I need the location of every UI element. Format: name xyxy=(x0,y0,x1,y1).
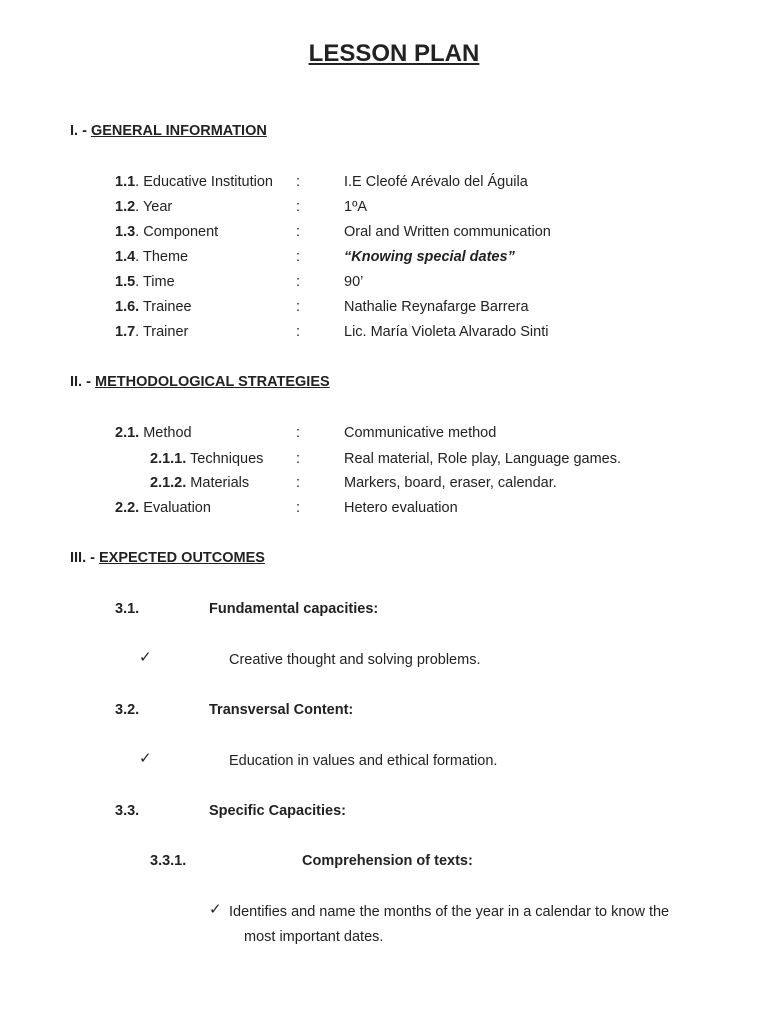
subsection-number: 3.2. xyxy=(115,702,140,718)
row-method xyxy=(115,424,192,442)
section-heading-expected-outcomes xyxy=(70,549,265,567)
row-time xyxy=(115,273,175,291)
row-colon: : xyxy=(296,500,301,516)
section-heading-methodological-strategies xyxy=(70,373,330,391)
row-materials xyxy=(150,474,249,492)
section-prefix: II. - xyxy=(70,374,95,390)
row-number: 1.2 xyxy=(115,199,136,215)
section-title: GENERAL INFORMATION xyxy=(90,123,267,139)
row-colon: : xyxy=(296,274,301,290)
row-colon: : xyxy=(296,224,301,240)
list-item: Education in values and ethical formation. xyxy=(229,753,498,769)
row-number: 2.2. xyxy=(115,500,140,516)
section-title: EXPECTED OUTCOMES xyxy=(99,550,265,566)
row-label: . Year xyxy=(135,199,173,215)
row-label: Techniques xyxy=(186,451,264,467)
subsection-title-comprehension-of-texts: Comprehension of texts: xyxy=(302,853,473,869)
row-colon: : xyxy=(296,174,301,190)
section-prefix: III. - xyxy=(70,550,99,566)
row-value: 1ºA xyxy=(344,199,368,215)
row-value: Communicative method xyxy=(344,425,497,441)
subsection-title-transversal-content: Transversal Content: xyxy=(209,702,354,718)
row-label: Trainee xyxy=(139,299,192,315)
row-colon: : xyxy=(296,475,301,491)
row-theme xyxy=(115,248,188,266)
row-label: . Component xyxy=(135,224,219,240)
list-item-line: Identifies and name the months of the year in a calendar to know the xyxy=(229,904,670,920)
row-label: . Educative Institution xyxy=(135,174,273,190)
row-colon: : xyxy=(296,249,301,265)
row-value: “Knowing special dates” xyxy=(344,249,515,265)
row-colon: : xyxy=(296,299,301,315)
row-number: 1.6. xyxy=(115,299,140,315)
row-number: 2.1.1. xyxy=(150,451,187,467)
row-number: 2.1. xyxy=(115,425,140,441)
row-value: Real material, Role play, Language games. xyxy=(344,451,622,467)
row-number: 1.4 xyxy=(115,249,136,265)
list-item: Creative thought and solving problems. xyxy=(229,652,481,668)
row-label: Method xyxy=(139,425,192,441)
row-value: Lic. María Violeta Alvarado Sinti xyxy=(344,324,549,340)
subsection-title-specific-capacities: Specific Capacities: xyxy=(209,803,346,819)
check-icon: ✓ xyxy=(139,750,152,767)
row-educative-institution xyxy=(115,173,273,191)
row-label: . Theme xyxy=(135,249,189,265)
subsection-number: 3.1. xyxy=(115,601,140,617)
list-item-line: most important dates. xyxy=(244,929,384,945)
check-icon: ✓ xyxy=(209,901,222,918)
row-value: 90’ xyxy=(344,274,364,290)
section-prefix: I. - xyxy=(70,123,91,139)
row-value: Oral and Written communication xyxy=(344,224,551,240)
row-value: Nathalie Reynafarge Barrera xyxy=(344,299,529,315)
row-label: Evaluation xyxy=(139,500,211,516)
row-label: Materials xyxy=(186,475,250,491)
row-colon: : xyxy=(296,451,301,467)
row-colon: : xyxy=(296,324,301,340)
subsection-number: 3.3.1. xyxy=(150,853,187,869)
row-colon: : xyxy=(296,199,301,215)
row-number: 2.1.2. xyxy=(150,475,187,491)
row-value: Hetero evaluation xyxy=(344,500,458,516)
row-trainer xyxy=(115,323,188,341)
row-value: I.E Cleofé Arévalo del Águila xyxy=(344,174,528,190)
section-title: METHODOLOGICAL STRATEGIES xyxy=(94,374,330,390)
row-year xyxy=(115,198,172,216)
row-trainee xyxy=(115,298,192,316)
page-title: LESSON PLAN xyxy=(308,40,480,67)
check-icon: ✓ xyxy=(139,649,152,666)
row-value: Markers, board, eraser, calendar. xyxy=(344,475,557,491)
subsection-number: 3.3. xyxy=(115,803,140,819)
subsection-title-fundamental-capacities: Fundamental capacities: xyxy=(209,601,379,617)
row-colon: : xyxy=(296,425,301,441)
row-component xyxy=(115,223,218,241)
row-evaluation xyxy=(115,499,211,517)
row-label: . Trainer xyxy=(135,324,189,340)
row-number: 1.5 xyxy=(115,274,136,290)
row-number: 1.7 xyxy=(115,324,136,340)
row-techniques xyxy=(150,450,263,468)
section-heading-general-information xyxy=(70,122,267,140)
row-number: 1.1 xyxy=(115,174,136,190)
row-label: . Time xyxy=(135,274,175,290)
row-number: 1.3 xyxy=(115,224,136,240)
